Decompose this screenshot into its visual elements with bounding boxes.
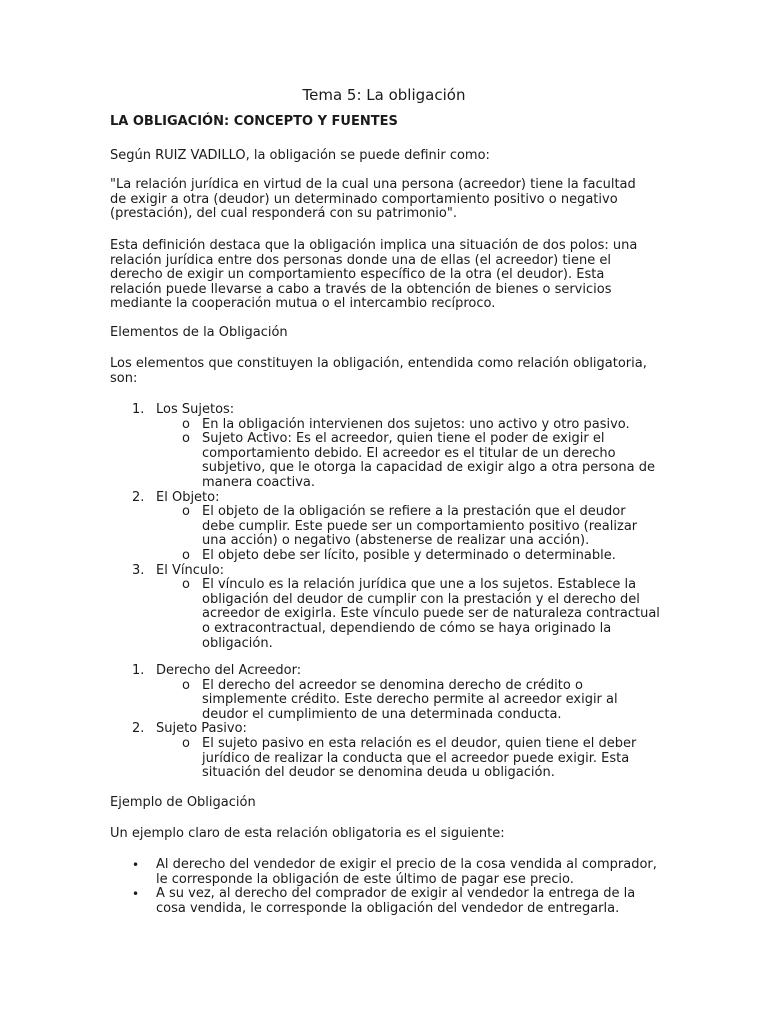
list-item [110,491,670,506]
bullet-icon: o [182,735,190,751]
list-item [110,403,670,418]
list-item [110,722,670,737]
example-item-text: Al derecho del vendedor de exigir el precio de la cosa vendida al comprador, le corresponde la obligación de este último de pagar ese precio. [156,857,657,887]
sub-list-item [110,737,662,781]
list-number: 1. [132,402,145,417]
bullet-icon: o [182,504,190,520]
bullet-dot-icon: • [132,858,140,872]
elements-list [110,403,670,651]
list-item-label: Derecho del Acreedor: [156,663,302,678]
bullet-icon: o [182,577,190,593]
bullet-dot-icon: • [132,887,140,902]
elements-intro: Los elementos que constituyen la obligación, entendida como relación obligatoria, son: [110,356,647,386]
list-item [110,858,666,887]
example-item-text: A su vez, al derecho del comprador de exigir al vendedor la entrega de la cosa vendida, le corresponde la obligación del vendedor de entregarla. [156,886,636,916]
list-item-label: Sujeto Pasivo: [156,721,247,737]
section-heading: LA OBLIGACIÓN: CONCEPTO Y FUENTES [110,114,398,129]
list-item [110,664,670,679]
list-number: 2. [132,489,145,505]
definition-quote: "La relación jurídica en virtud de la cual una persona (acreedor) tiene la facultad de exigir a otra (deudor) un determinado comportamiento positivo o negativo (prestación), del cual responderá con su patrimonio". [110,177,636,222]
list-number: 2. [132,721,145,737]
sub-list-item [110,505,662,549]
page-title: Tema 5: La obligación [302,86,466,104]
sub-item-text: El vínculo es la relación jurídica que une a los sujetos. Establece la obligación del deudor de cumplir con la prestación y el derecho del acreedor de exigirla. Este vínculo puede ser de naturaleza contractual o extracontractual, dependiendo de cómo se haya originado la obligación. [202,577,660,651]
sub-list-item [110,418,662,433]
elements-title: Elementos de la Obligación [110,325,288,340]
list-item-label: Los Sujetos: [156,402,235,417]
sub-list-item [110,679,662,723]
list-item-label: El Vínculo: [156,562,225,578]
example-list [110,858,670,916]
explanation-paragraph: Esta definición destaca que la obligación implica una situación de dos polos: una relación jurídica entre dos personas donde una de ellas (el acreedor) tiene el derecho de exigir un comportamiento específico de la otra (el deudor). Esta relación puede llevarse a cabo a través de la obtención de bienes o servicios mediante la cooperación mutua o el intercambio recíproco. [110,238,638,312]
bullet-icon: o [182,677,190,693]
list-item [110,564,670,579]
intro-paragraph: Según RUIZ VADILLO, la obligación se puede definir como: [110,148,490,163]
bullet-icon: o [182,416,190,432]
sub-item-text: El objeto debe ser lícito, posible y determinado o determinable. [202,547,616,563]
sub-item-text: El sujeto pasivo en esta relación es el deudor, quien tiene el deber jurídico de realizar la conducta que el acreedor puede exigir. Esta situación del deudor se denomina deuda u obligación. [202,735,637,781]
sub-item-text: El objeto de la obligación se refiere a la prestación que el deudor debe cumplir. Este puede ser un comportamiento positivo (realizar una acción) o negativo (abstenerse de realizar una acción). [202,504,638,549]
list-item [110,887,666,916]
sub-list-item [110,432,662,490]
sub-item-text: El derecho del acreedor se denomina derecho de crédito o simplemente crédito. Este derecho permite al acreedor exigir al deudor el cumplimiento de una determinada conducta. [202,677,618,722]
creditor-debtor-list [110,664,670,781]
bullet-icon: o [182,547,190,563]
sub-list-item [110,578,662,651]
sub-item-text: En la obligación intervienen dos sujetos: uno activo y otro pasivo. [202,416,630,432]
list-number: 3. [132,562,145,578]
list-item-label: El Objeto: [156,489,220,505]
example-intro: Un ejemplo claro de esta relación obligatoria es el siguiente: [110,826,505,841]
sub-list-item [110,549,662,564]
list-number: 1. [132,663,145,678]
sub-item-text: Sujeto Activo: Es el acreedor, quien tiene el poder de exigir el comportamiento debido. El acreedor es el titular de un derecho subjetivo, que le otorga la capacidad de exigir algo a otra persona de manera coactiva. [202,431,655,490]
example-title: Ejemplo de Obligación [110,795,256,810]
bullet-icon: o [182,431,190,447]
